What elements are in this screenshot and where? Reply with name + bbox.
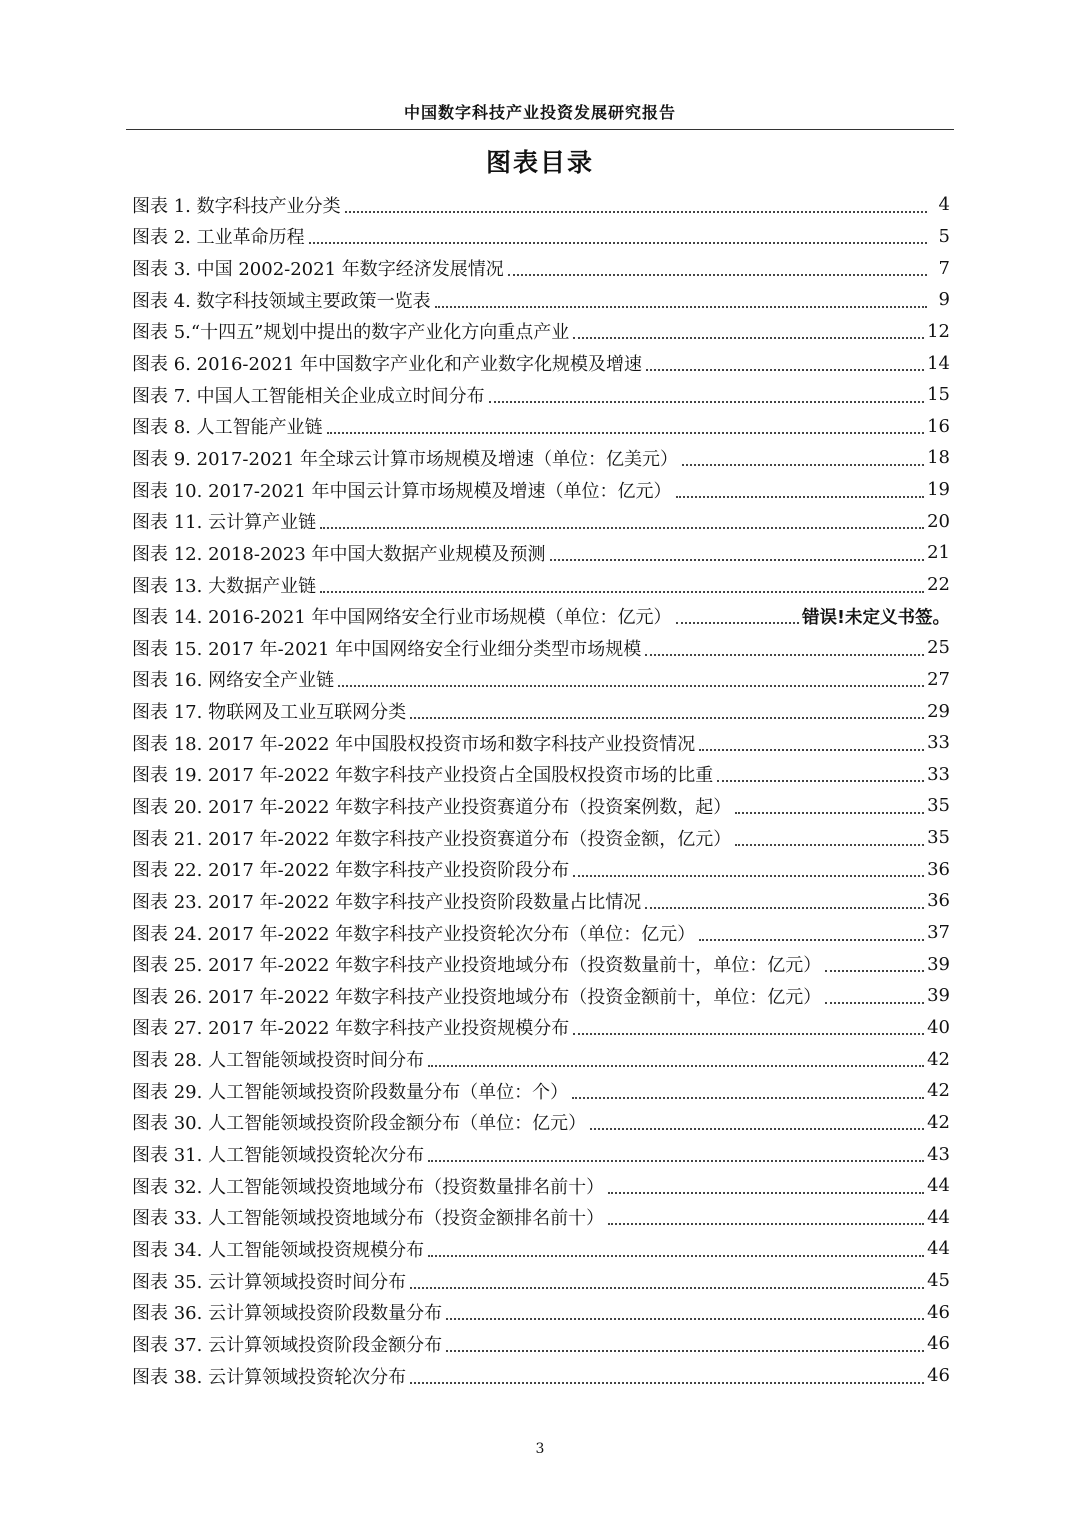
toc-entry[interactable] xyxy=(132,600,950,632)
toc-entry-label: 图表 37. 云计算领域投资阶段金额分布 xyxy=(132,1334,443,1356)
toc-entry-page: 44 xyxy=(927,1175,950,1197)
dot-leader xyxy=(446,1350,924,1352)
toc-entry-page: 40 xyxy=(927,1016,950,1038)
toc-entry[interactable] xyxy=(132,917,950,949)
toc-entry-page: 9 xyxy=(938,289,950,311)
toc-entry[interactable] xyxy=(132,1202,950,1234)
toc-entry[interactable] xyxy=(132,664,950,696)
toc-entry-page: 45 xyxy=(927,1270,950,1292)
toc-entry-label: 图表 31. 人工智能领域投资轮次分布 xyxy=(132,1145,425,1167)
toc-entry-label: 图表 20. 2017 年-2022 年数字科技产业投资赛道分布（投资案例数，起） xyxy=(132,796,732,818)
toc-entry-label: 图表 36. 云计算领域投资阶段数量分布 xyxy=(132,1303,443,1325)
toc-list xyxy=(132,189,950,1391)
toc-entry-label: 图表 34. 人工智能领域投资规模分布 xyxy=(132,1239,425,1261)
toc-entry-label: 图表 4. 数字科技领域主要政策一览表 xyxy=(132,290,431,312)
toc-entry[interactable] xyxy=(132,379,950,411)
toc-entry[interactable] xyxy=(132,1138,950,1170)
dot-leader xyxy=(410,1382,924,1384)
dot-leader xyxy=(489,401,924,403)
toc-entry-page: 46 xyxy=(927,1301,950,1323)
toc-entry[interactable] xyxy=(132,632,950,664)
toc-entry-page: 43 xyxy=(927,1143,950,1165)
dot-leader xyxy=(676,622,800,624)
toc-entry-page: 5 xyxy=(938,225,950,247)
dot-leader xyxy=(573,337,924,339)
dot-leader xyxy=(428,1160,924,1162)
dot-leader xyxy=(645,907,924,909)
toc-entry[interactable] xyxy=(132,1075,950,1107)
toc-entry-label: 图表 30. 人工智能领域投资阶段金额分布（单位：亿元） xyxy=(132,1113,587,1135)
dot-leader xyxy=(608,1223,924,1225)
dot-leader xyxy=(410,717,924,719)
toc-entry-label: 图表 17. 物联网及工业互联网分类 xyxy=(132,702,407,724)
toc-entry[interactable] xyxy=(132,853,950,885)
toc-entry[interactable] xyxy=(132,822,950,854)
toc-entry-label: 图表 11. 云计算产业链 xyxy=(132,512,317,534)
dot-leader xyxy=(717,780,924,782)
toc-entry-page: 7 xyxy=(938,257,950,279)
toc-entry-page: 19 xyxy=(927,479,950,501)
toc-entry[interactable] xyxy=(132,980,950,1012)
toc-entry-label: 图表 16. 网络安全产业链 xyxy=(132,670,335,692)
dot-leader xyxy=(508,274,927,276)
dot-leader xyxy=(608,1192,924,1194)
toc-entry-label: 图表 5.“十四五”规划中提出的数字产业化方向重点产业 xyxy=(132,322,570,344)
toc-entry-page: 46 xyxy=(927,1365,950,1387)
dot-leader xyxy=(572,1097,924,1099)
toc-entry-label: 图表 3. 中国 2002-2021 年数字经济发展情况 xyxy=(132,259,504,281)
toc-entry[interactable] xyxy=(132,727,950,759)
toc-entry-page: 27 xyxy=(927,668,950,690)
toc-entry[interactable] xyxy=(132,189,950,221)
toc-entry-page: 42 xyxy=(927,1048,950,1070)
dot-leader xyxy=(682,464,924,466)
toc-entry-page: 35 xyxy=(927,795,950,817)
dot-leader xyxy=(320,527,924,529)
toc-entry-page: 44 xyxy=(927,1206,950,1228)
dot-leader xyxy=(428,1065,924,1067)
toc-entry-label: 图表 9. 2017-2021 年全球云计算市场规模及增速（单位：亿美元） xyxy=(132,448,679,470)
toc-entry-label: 图表 25. 2017 年-2022 年数字科技产业投资地域分布（投资数量前十，单位：亿元） xyxy=(132,955,822,977)
toc-entry[interactable] xyxy=(132,569,950,601)
dot-leader xyxy=(590,1128,924,1130)
toc-entry-label: 图表 33. 人工智能领域投资地域分布（投资金额排名前十） xyxy=(132,1208,605,1230)
toc-entry-page: 18 xyxy=(927,447,950,469)
dot-leader xyxy=(676,496,925,498)
toc-entry-page: 20 xyxy=(927,510,950,532)
toc-entry-label: 图表 14. 2016-2021 年中国网络安全行业市场规模（单位：亿元） xyxy=(132,607,672,629)
toc-entry[interactable] xyxy=(132,1043,950,1075)
toc-entry-label: 图表 19. 2017 年-2022 年数字科技产业投资占全国股权投资市场的比重 xyxy=(132,765,714,787)
dot-leader xyxy=(699,749,924,751)
dot-leader xyxy=(428,1255,924,1257)
toc-entry-page: 39 xyxy=(927,953,950,975)
running-header: 中国数字科技产业投资发展研究报告 xyxy=(403,103,676,122)
toc-entry-page: 39 xyxy=(927,985,950,1007)
dot-leader xyxy=(825,1002,924,1004)
dot-leader xyxy=(646,369,924,371)
dot-leader xyxy=(573,1033,924,1035)
header-rule xyxy=(126,129,954,130)
dot-leader xyxy=(735,812,924,814)
toc-entry[interactable] xyxy=(132,1107,950,1139)
toc-entry-page: 21 xyxy=(927,542,950,564)
toc-entry-page: 25 xyxy=(927,637,950,659)
dot-leader xyxy=(435,306,927,308)
toc-entry-label: 图表 35. 云计算领域投资时间分布 xyxy=(132,1271,407,1293)
toc-entry[interactable] xyxy=(132,695,950,727)
toc-entry-page: 4 xyxy=(938,194,950,216)
toc-entry-page: 15 xyxy=(927,384,950,406)
toc-entry-label: 图表 23. 2017 年-2022 年数字科技产业投资阶段数量占比情况 xyxy=(132,891,642,913)
toc-entry-page: 36 xyxy=(927,890,950,912)
dot-leader xyxy=(320,591,924,593)
toc-entry-page: 42 xyxy=(927,1111,950,1133)
toc-entry[interactable] xyxy=(132,347,950,379)
toc-entry-page: 14 xyxy=(927,352,950,374)
toc-title: 图表目录 xyxy=(485,148,594,177)
toc-entry-label: 图表 8. 人工智能产业链 xyxy=(132,417,323,439)
toc-entry-label: 图表 32. 人工智能领域投资地域分布（投资数量排名前十） xyxy=(132,1176,605,1198)
toc-entry[interactable] xyxy=(132,1328,950,1360)
toc-entry[interactable] xyxy=(132,284,950,316)
toc-entry-page: 44 xyxy=(927,1238,950,1260)
toc-entry-page: 29 xyxy=(927,700,950,722)
dot-leader xyxy=(309,242,927,244)
toc-entry[interactable] xyxy=(132,1233,950,1265)
page-number: 3 xyxy=(535,1441,545,1457)
dot-leader xyxy=(338,685,924,687)
dot-leader xyxy=(825,970,924,972)
toc-entry[interactable] xyxy=(132,221,950,253)
toc-entry-label: 图表 6. 2016-2021 年中国数字产业化和产业数字化规模及增速 xyxy=(132,354,643,376)
toc-entry-page: 错误!未定义书签。 xyxy=(802,607,950,628)
toc-entry[interactable] xyxy=(132,1170,950,1202)
toc-entry[interactable] xyxy=(132,1360,950,1392)
toc-entry-page: 33 xyxy=(927,732,950,754)
toc-entry[interactable] xyxy=(132,316,950,348)
toc-entry-label: 图表 12. 2018-2023 年中国大数据产业规模及预测 xyxy=(132,543,546,565)
toc-entry-label: 图表 1. 数字科技产业分类 xyxy=(132,195,341,217)
toc-entry-page: 35 xyxy=(927,827,950,849)
toc-entry-page: 37 xyxy=(927,922,950,944)
toc-entry-label: 图表 28. 人工智能领域投资时间分布 xyxy=(132,1050,425,1072)
toc-entry-label: 图表 26. 2017 年-2022 年数字科技产业投资地域分布（投资金额前十，单位：亿元） xyxy=(132,986,822,1008)
toc-entry[interactable] xyxy=(132,1012,950,1044)
toc-entry[interactable] xyxy=(132,1296,950,1328)
toc-entry[interactable] xyxy=(132,505,950,537)
toc-entry-label: 图表 15. 2017 年-2021 年中国网络安全行业细分类型市场规模 xyxy=(132,638,642,660)
dot-leader xyxy=(345,211,927,213)
toc-entry-label: 图表 21. 2017 年-2022 年数字科技产业投资赛道分布（投资金额，亿元） xyxy=(132,828,732,850)
toc-entry[interactable] xyxy=(132,410,950,442)
dot-leader xyxy=(645,654,924,656)
toc-entry-label: 图表 24. 2017 年-2022 年数字科技产业投资轮次分布（单位：亿元） xyxy=(132,923,696,945)
dot-leader xyxy=(699,939,924,941)
dot-leader xyxy=(327,432,924,434)
toc-entry-label: 图表 18. 2017 年-2022 年中国股权投资市场和数字科技产业投资情况 xyxy=(132,733,696,755)
toc-entry[interactable] xyxy=(132,885,950,917)
dot-leader xyxy=(735,844,924,846)
toc-entry-page: 22 xyxy=(927,574,950,595)
toc-entry-page: 46 xyxy=(927,1333,950,1355)
toc-entry[interactable] xyxy=(132,948,950,980)
toc-entry-page: 12 xyxy=(927,320,950,342)
toc-entry-label: 图表 7. 中国人工智能相关企业成立时间分布 xyxy=(132,385,485,407)
toc-entry-label: 图表 22. 2017 年-2022 年数字科技产业投资阶段分布 xyxy=(132,860,570,882)
toc-entry[interactable] xyxy=(132,252,950,284)
toc-entry[interactable] xyxy=(132,1265,950,1297)
toc-entry-page: 36 xyxy=(927,858,950,880)
toc-entry-label: 图表 2. 工业革命历程 xyxy=(132,227,305,249)
toc-entry-label: 图表 29. 人工智能领域投资阶段数量分布（单位：个） xyxy=(132,1081,569,1103)
toc-entry[interactable] xyxy=(132,759,950,791)
toc-entry-label: 图表 10. 2017-2021 年中国云计算市场规模及增速（单位：亿元） xyxy=(132,480,672,502)
dot-leader xyxy=(410,1287,924,1289)
toc-entry[interactable] xyxy=(132,790,950,822)
toc-entry-label: 图表 27. 2017 年-2022 年数字科技产业投资规模分布 xyxy=(132,1018,570,1040)
toc-entry-page: 42 xyxy=(927,1080,950,1102)
toc-entry-label: 图表 38. 云计算领域投资轮次分布 xyxy=(132,1366,407,1388)
dot-leader xyxy=(550,559,925,561)
toc-entry-page: 33 xyxy=(927,763,950,785)
toc-entry[interactable] xyxy=(132,442,950,474)
dot-leader xyxy=(446,1318,924,1320)
dot-leader xyxy=(573,875,924,877)
toc-entry[interactable] xyxy=(132,537,950,569)
toc-entry-label: 图表 13. 大数据产业链 xyxy=(132,575,317,597)
toc-entry-page: 16 xyxy=(927,415,950,437)
toc-entry[interactable] xyxy=(132,474,950,506)
